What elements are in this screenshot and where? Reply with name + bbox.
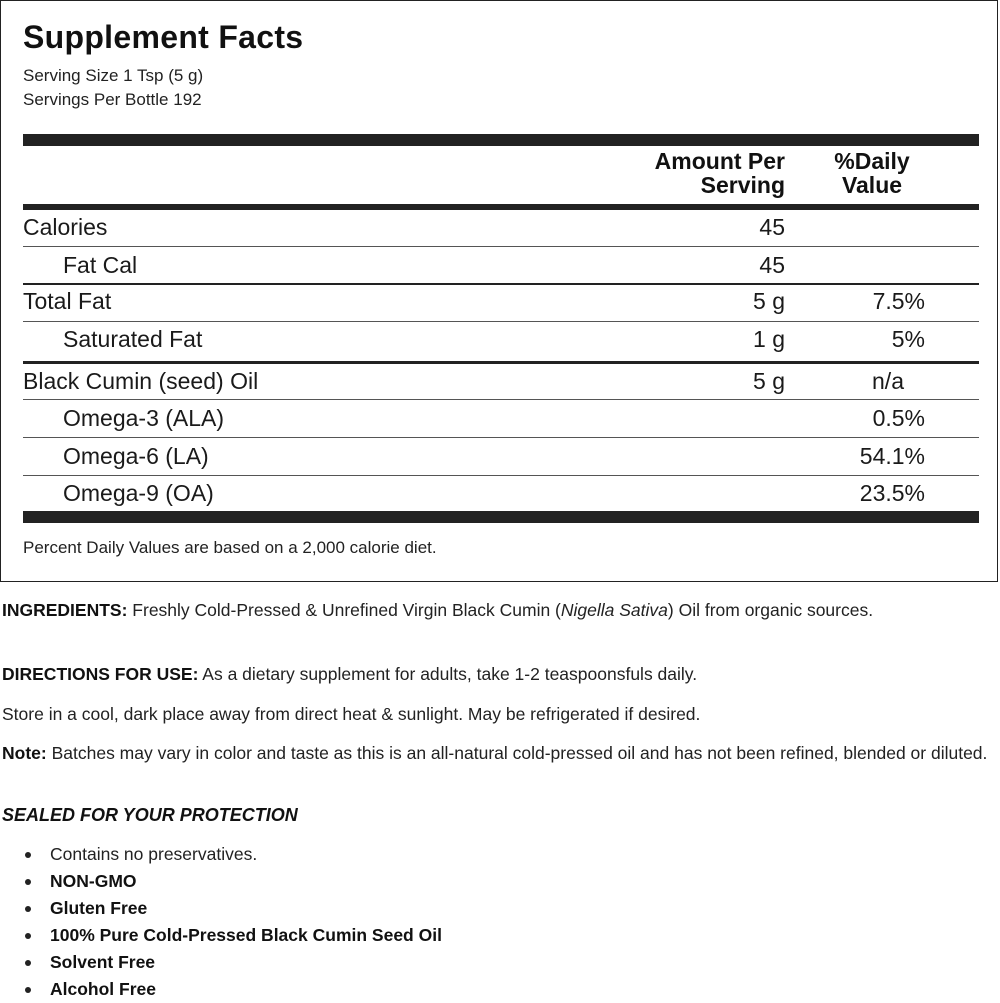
row-amount-total-fat: 5 g <box>753 288 785 314</box>
row-amount-calories: 45 <box>759 214 785 240</box>
header-divider-bar <box>23 204 979 210</box>
claims-list <box>0 841 442 1003</box>
bullet-icon <box>25 906 31 912</box>
daily-value-footnote: Percent Daily Values are based on a 2,000 calorie diet. <box>23 538 437 557</box>
ingredients-text-1: Freshly Cold-Pressed & Unrefined Virgin Black Cumin ( <box>127 600 561 620</box>
note-text: Batches may vary in color and taste as this is an all-natural cold-pressed oil and has not been refined, blended or diluted. <box>46 743 988 763</box>
directions-paragraph <box>2 662 998 686</box>
ingredients-species: Nigella Sativa <box>560 600 668 620</box>
row-label-fat-cal: Fat Cal <box>63 252 138 278</box>
row-amount-black-cumin-oil: 5 g <box>753 368 785 394</box>
header-daily-value: %Daily Value <box>834 148 910 198</box>
directions-label: DIRECTIONS FOR USE: <box>2 664 199 684</box>
row-divider <box>23 399 979 400</box>
top-thick-bar <box>23 134 979 146</box>
row-dv-omega-9: 23.5% <box>859 480 925 506</box>
row-label-saturated-fat: Saturated Fat <box>63 326 203 352</box>
row-divider <box>23 283 979 285</box>
facts-title: Supplement Facts <box>23 19 304 55</box>
row-label-omega-6: Omega-6 (LA) <box>63 443 209 469</box>
header-amount-per-serving: Amount Per Serving <box>654 148 785 198</box>
bullet-icon <box>25 960 31 966</box>
row-divider <box>23 246 979 247</box>
servings-per-bottle: Servings Per Bottle 192 <box>23 90 202 109</box>
list-item: NON-GMO <box>0 868 442 895</box>
row-divider <box>23 361 979 364</box>
storage-paragraph: Store in a cool, dark place away from direct heat & sunlight. May be refrigerated if desired. <box>2 704 701 724</box>
list-item: Contains no preservatives. <box>0 841 442 868</box>
list-item: Gluten Free <box>0 895 442 922</box>
row-amount-fat-cal: 45 <box>759 252 785 278</box>
row-dv-black-cumin-oil: n/a <box>872 368 904 394</box>
row-label-omega-3: Omega-3 (ALA) <box>63 405 225 431</box>
row-label-black-cumin-oil: Black Cumin (seed) Oil <box>23 368 259 394</box>
ingredients-paragraph <box>2 598 998 622</box>
row-amount-saturated-fat: 1 g <box>753 326 785 352</box>
ingredients-label: INGREDIENTS: <box>2 600 128 620</box>
bullet-icon <box>25 879 31 885</box>
row-label-total-fat: Total Fat <box>23 288 112 314</box>
bottom-thick-bar <box>23 511 979 523</box>
sealed-heading: SEALED FOR YOUR PROTECTION <box>2 805 298 825</box>
row-dv-saturated-fat: 5% <box>891 326 925 352</box>
row-dv-total-fat: 7.5% <box>872 288 925 314</box>
ingredients-text-2: ) Oil from organic sources. <box>667 600 874 620</box>
list-item: Solvent Free <box>0 949 442 976</box>
row-dv-omega-6: 54.1% <box>859 443 925 469</box>
bullet-icon <box>25 987 31 993</box>
note-paragraph <box>2 741 998 765</box>
row-divider <box>23 475 979 476</box>
bullet-icon <box>25 852 31 858</box>
serving-size: Serving Size 1 Tsp (5 g) <box>23 66 204 85</box>
directions-text: As a dietary supplement for adults, take 1-2 teaspoonsfuls daily. <box>198 664 698 684</box>
row-label-omega-9: Omega-9 (OA) <box>63 480 214 506</box>
bullet-icon <box>25 933 31 939</box>
note-label: Note: <box>2 743 47 763</box>
row-label-calories: Calories <box>23 214 108 240</box>
row-divider <box>23 321 979 322</box>
row-dv-omega-3: 0.5% <box>872 405 925 431</box>
list-item: Alcohol Free <box>0 976 442 1003</box>
list-item: 100% Pure Cold-Pressed Black Cumin Seed Oil <box>0 922 442 949</box>
row-divider <box>23 437 979 438</box>
